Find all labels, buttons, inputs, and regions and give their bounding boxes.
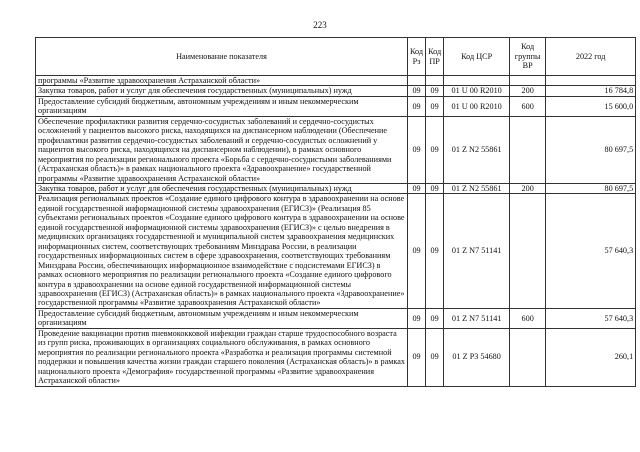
row-csr: 01 Z P3 54680: [444, 328, 510, 386]
row-rz: 09: [408, 96, 426, 116]
row-pr: 09: [426, 308, 444, 328]
header-year: 2022 год: [546, 38, 636, 76]
table-row: [36, 96, 636, 116]
row-amount: [546, 76, 636, 86]
budget-table: [35, 37, 636, 387]
row-amount: 57 640,3: [546, 308, 636, 328]
row-name: Предоставление субсидий бюджетным, автономным учреждениям и иным некоммерческим организациям: [36, 96, 408, 116]
row-csr: 01 Z N2 55861: [444, 116, 510, 183]
header-rz: Код Рз: [408, 38, 426, 76]
row-pr: [426, 76, 444, 86]
row-vr: 600: [510, 308, 546, 328]
row-rz: 09: [408, 116, 426, 183]
row-name: программы «Развитие здравоохранения Астраханской области»: [36, 76, 408, 86]
row-pr: 09: [426, 96, 444, 116]
row-rz: 09: [408, 194, 426, 308]
row-name: Предоставление субсидий бюджетным, автономным учреждениям и иным некоммерческим организациям: [36, 308, 408, 328]
header-vr: Код группы ВР: [510, 38, 546, 76]
row-vr: [510, 194, 546, 308]
row-csr: 01 Z N7 51141: [444, 194, 510, 308]
row-csr: 01 U 00 R2010: [444, 96, 510, 116]
row-vr: [510, 76, 546, 86]
row-amount: 15 600,0: [546, 96, 636, 116]
table-row: [36, 76, 636, 86]
row-pr: 09: [426, 183, 444, 193]
row-pr: 09: [426, 328, 444, 386]
row-vr: 200: [510, 183, 546, 193]
row-pr: 09: [426, 86, 444, 96]
header-name: Наименование показателя: [36, 38, 408, 76]
row-vr: 600: [510, 96, 546, 116]
row-name: Проведение вакцинации против пневмококковой инфекции граждан старше трудоспособного возраста из групп риска, проживающих в организациях социального обслуживания, в рамках основного мероприятия по реализации регионального проекта «Разработка и реализация программы системной поддержки и повышения качества жизни граждан старшего поколения (Астраханская область)» в рамках национального проекта «Демография» государственной программы «Развитие здравоохранения Астраханской области»: [36, 328, 408, 386]
header-csr: Код ЦСР: [444, 38, 510, 76]
row-name: Обеспечение профилактики развития сердечно-сосудистых заболеваний и сердечно-сосудистых осложнений у пациентов высокого риска, находящихся на диспансерном наблюдении (Обеспечение профилактики развития сердечно-сосудистых заболеваний и сердечно-сосудистых осложнений у пациентов высокого риска, находящихся на диспансерном наблюдении), в рамках основного мероприятия по реализации регионального проекта «Борьба с сердечно-сосудистыми заболеваниями (Астраханская область)» в рамках национального проекта «Здравоохранение» государственной программы «Развитие здравоохранения Астраханской области»: [36, 116, 408, 183]
table-row: [36, 328, 636, 386]
row-csr: 01 Z N7 51141: [444, 308, 510, 328]
row-amount: 80 697,5: [546, 116, 636, 183]
row-amount: 57 640,3: [546, 194, 636, 308]
row-amount: 80 697,5: [546, 183, 636, 193]
row-csr: 01 Z N2 55861: [444, 183, 510, 193]
table-row: [36, 183, 636, 193]
row-name: Закупка товаров, работ и услуг для обеспечения государственных (муниципальных) нужд: [36, 183, 408, 193]
row-amount: 260,1: [546, 328, 636, 386]
page-number: 223: [313, 20, 327, 30]
header-row: [36, 38, 636, 76]
table-row: [36, 194, 636, 308]
row-csr: [444, 76, 510, 86]
row-rz: 09: [408, 183, 426, 193]
table-row: [36, 86, 636, 96]
row-csr: 01 U 00 R2010: [444, 86, 510, 96]
row-name: Закупка товаров, работ и услуг для обеспечения государственных (муниципальных) нужд: [36, 86, 408, 96]
row-rz: [408, 76, 426, 86]
row-pr: 09: [426, 194, 444, 308]
row-amount: 16 784,8: [546, 86, 636, 96]
header-pr: Код ПР: [426, 38, 444, 76]
table-row: [36, 308, 636, 328]
row-pr: 09: [426, 116, 444, 183]
row-vr: 200: [510, 86, 546, 96]
row-name: Реализация региональных проектов «Создание единого цифрового контура в здравоохранении на основе единой государственной информационной системы здравоохранения (ЕГИСЗ)» (Реализация 85 субъектами региональных проектов «Создание единого цифрового контура в здравоохранении на основе единой государственной информационной системы здравоохранения (ЕГИСЗ)» с целью внедрения в медицинских организациях государственной и муниципальной систем здравоохранения медицинских информационных систем, соответствующих требованиям Минздрава России, в реализации государственных информационных систем в сфере здравоохранения, соответствующих требованиям Минздрава России, обеспечивающих информационное взаимодействие с подсистемами ЕГИСЗ) в рамках основного мероприятия по реализации регионального проекта «Создание единого цифрового контура в здравоохранении на основе единой государственной информационной системы здравоохранения (ЕГИСЗ) (Астраханская область)» в рамках национального проекта «Здравоохранение» государственной программы «Развитие здравоохранения Астраханской области»: [36, 194, 408, 308]
row-vr: [510, 328, 546, 386]
table-row: [36, 116, 636, 183]
row-vr: [510, 116, 546, 183]
row-rz: 09: [408, 86, 426, 96]
row-rz: 09: [408, 328, 426, 386]
row-rz: 09: [408, 308, 426, 328]
